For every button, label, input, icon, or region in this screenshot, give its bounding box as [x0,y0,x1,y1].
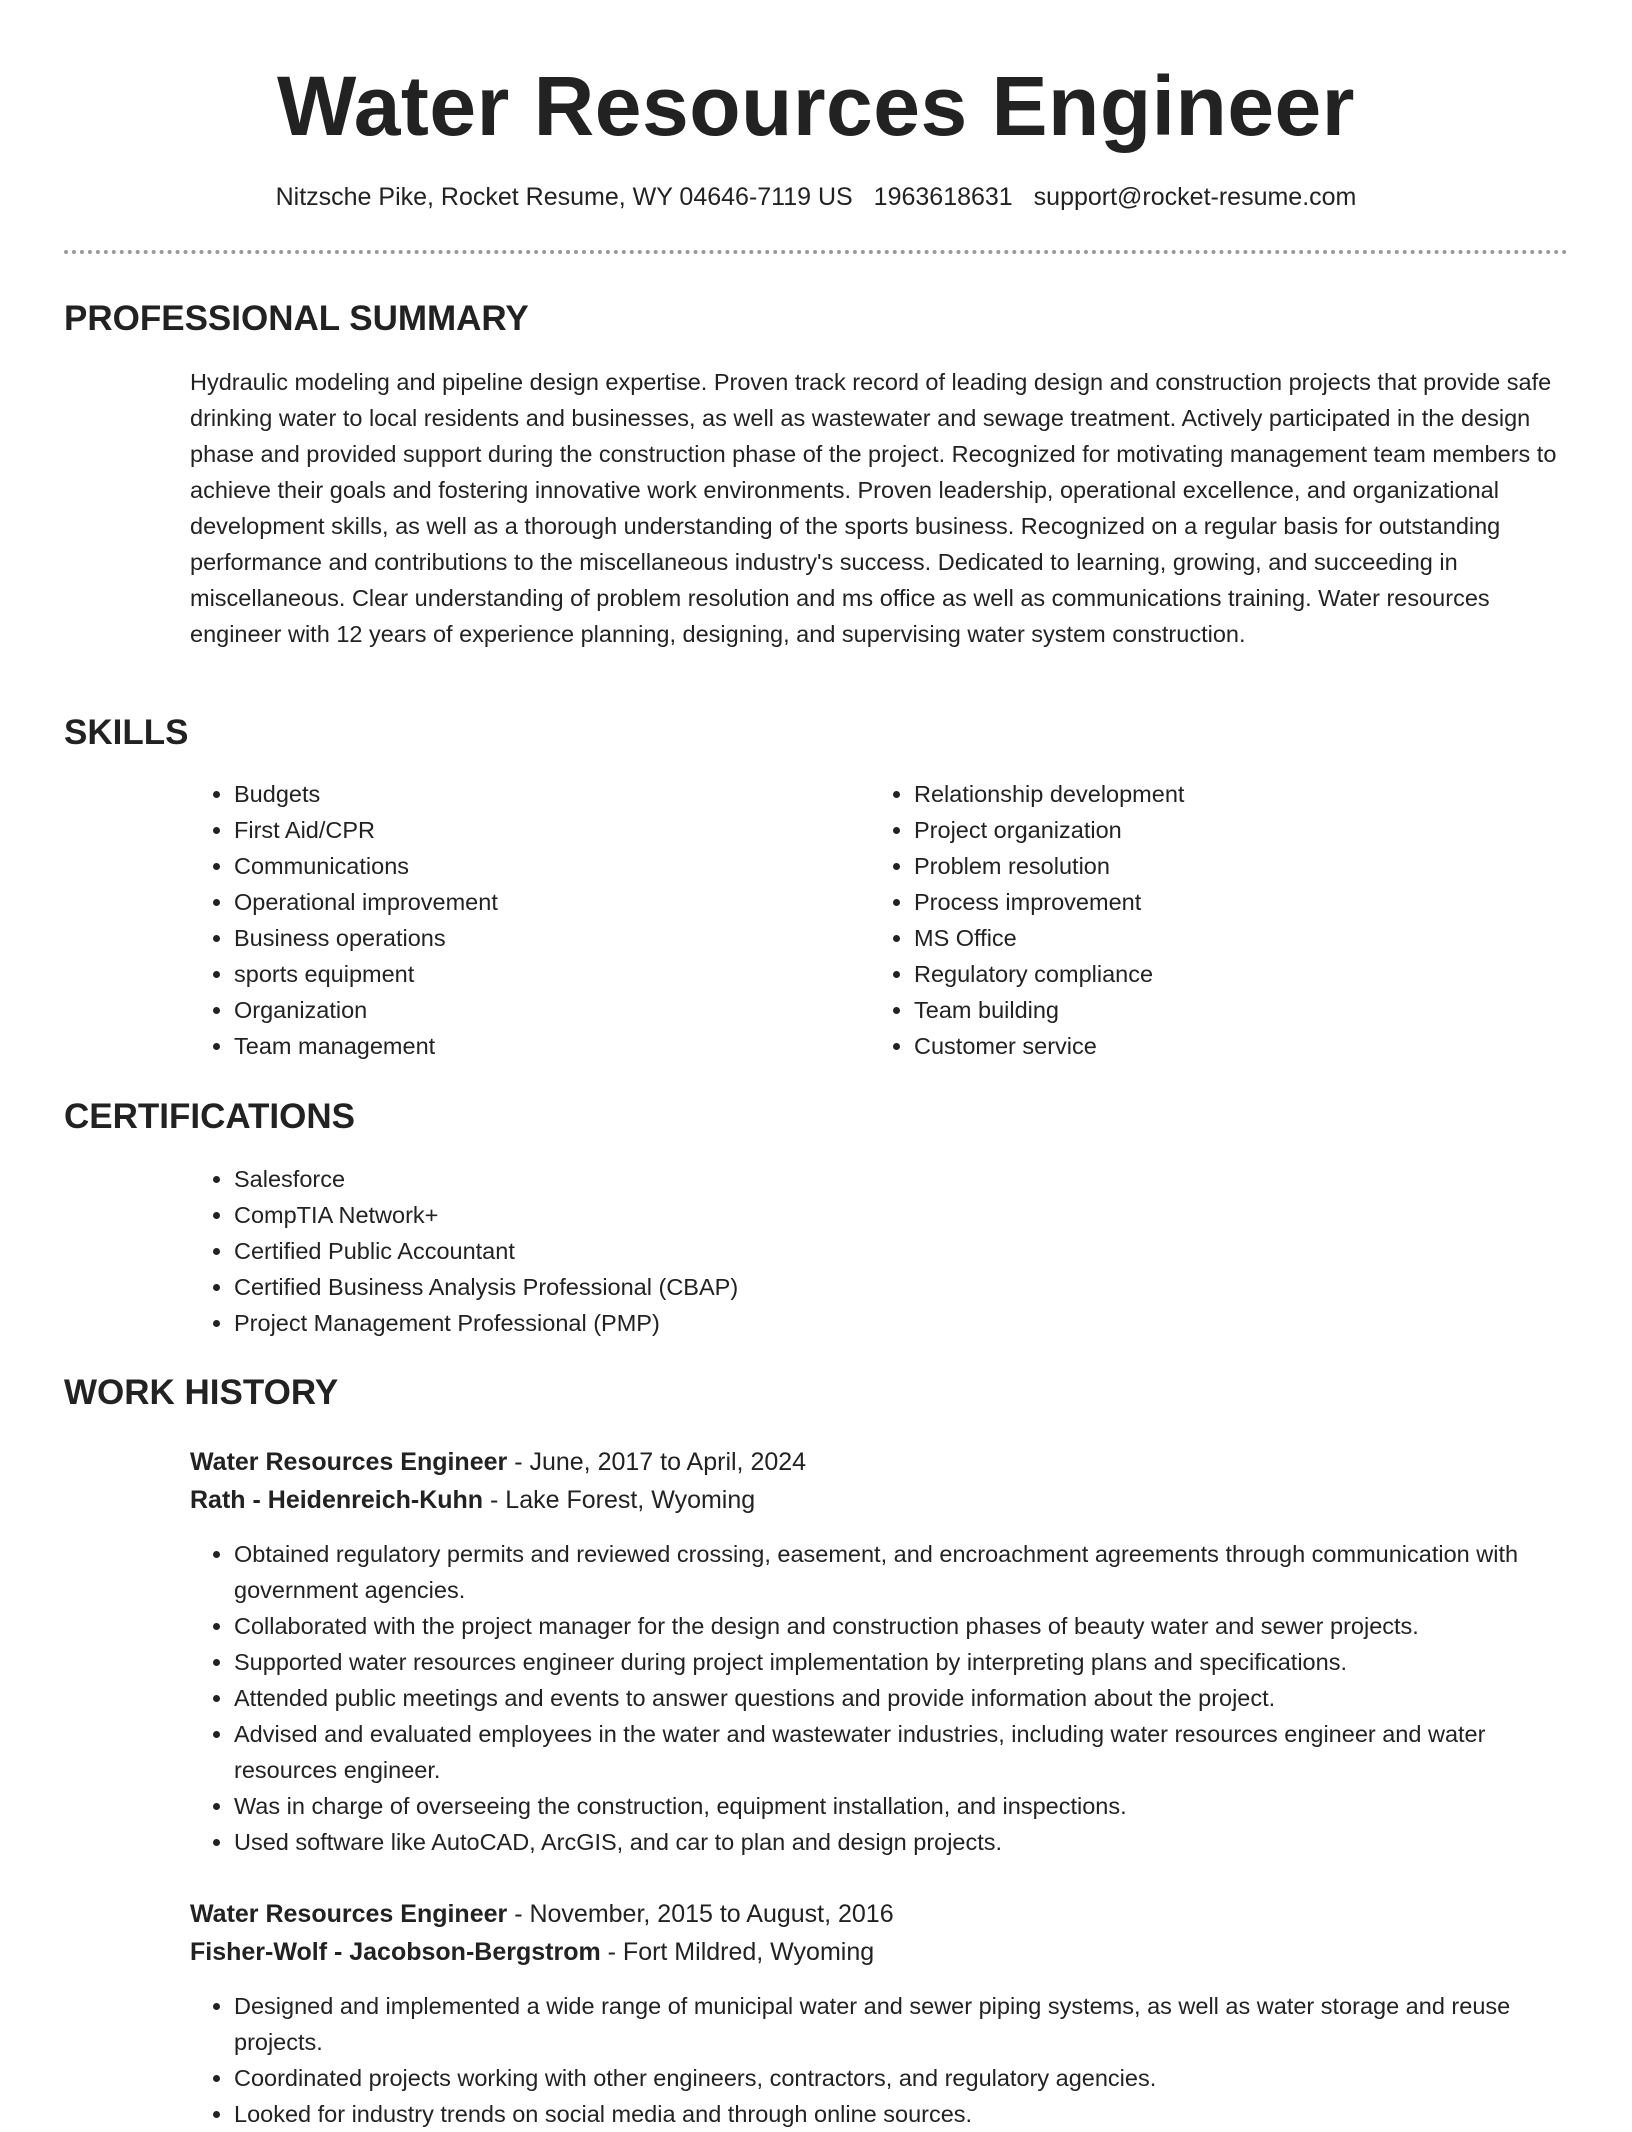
skills-list-left [190,776,854,1064]
list-item: • First Aid/CPR [234,812,854,848]
skills-heading: SKILLS [64,713,189,752]
job-1-dates: - June, 2017 to April, 2024 [507,1448,807,1476]
list-item: • Obtained regulatory permits and reviewed crossing, easement, and encroachment agreements through communication with government agencies. [234,1536,1568,1608]
list-item: • Regulatory compliance [914,956,1554,992]
job-1-company: Rath - Heidenreich-Kuhn [190,1486,484,1514]
list-item: • Relationship development [914,776,1554,812]
job-2-location: - Fort Mildred, Wyoming [600,1938,875,1966]
list-item: • Certified Business Analysis Professional (CBAP) [234,1269,1534,1305]
list-item: • sports equipment [234,956,854,992]
job-2-role: Water Resources Engineer [190,1900,508,1928]
list-item: • Project Management Professional (PMP) [234,1305,1534,1341]
list-item: • Customer service [914,1028,1554,1064]
resume-page [64,0,1568,2127]
list-item: • Supported water resources engineer during project implementation by interpreting plans and specifications. [234,1644,1568,1680]
job-2-company-line [190,1933,874,1971]
list-item: • Business operations [234,920,854,956]
certifications-list [190,1161,1534,1341]
list-item: • Team management [234,1028,854,1064]
job-1-role: Water Resources Engineer [190,1448,508,1476]
job-1-location: - Lake Forest, Wyoming [483,1486,756,1514]
contact-address: Nitzsche Pike, Rocket Resume, WY 04646-7119 US [275,183,853,211]
list-item: • Budgets [234,776,854,812]
job-1-company-line [190,1481,755,1519]
job-2-bullets [190,1988,1568,2132]
skills-list-right [870,776,1554,1064]
summary-text: Hydraulic modeling and pipeline design expertise. Proven track record of leading design and construction projects that provide safe drinking water to local residents and businesses, as well as wastewater and sewage treatment. Actively participated in the design phase and provided support during the construction phase of the project. Recognized for motivating management team members to achieve their goals and fostering innovative work environments. Proven leadership, operational excellence, and organizational development skills, as well as a thorough understanding of the sports business. Recognized on a regular basis for outstanding performance and contributions to the miscellaneous industry's success. Dedicated to learning, growing, and succeeding in miscellaneous. Clear understanding of problem resolution and ms office as well as communications training. Water resources engineer with 12 years of experience planning, designing, and supervising water system construction. [190,369,1557,647]
summary-heading: PROFESSIONAL SUMMARY [64,299,529,338]
list-item: • Process improvement [914,884,1554,920]
job-2-company: Fisher-Wolf - Jacobson-Bergstrom [190,1938,601,1966]
list-item: • Organization [234,992,854,1028]
list-item: • Project organization [914,812,1554,848]
contact-email: support@rocket-resume.com [1033,183,1357,211]
contact-phone: 1963618631 [873,183,1013,211]
list-item: • Used software like AutoCAD, ArcGIS, and car to plan and design projects. [234,1824,1568,1860]
list-item: • Salesforce [234,1161,1534,1197]
list-item: • Problem resolution [914,848,1554,884]
list-item: • Collaborated with the project manager for the design and construction phases of beauty water and sewer projects. [234,1608,1568,1644]
list-item: • Team building [914,992,1554,1028]
header-divider [64,250,1568,254]
list-item: • Attended public meetings and events to answer questions and provide information about the project. [234,1680,1568,1716]
list-item: • Was in charge of overseeing the construction, equipment installation, and inspections. [234,1788,1568,1824]
list-item: • Operational improvement [234,884,854,920]
list-item: • Advised and evaluated employees in the water and wastewater industries, including water resources engineer and water resources engineer. [234,1716,1568,1788]
contact-line [64,180,1568,214]
certifications-heading: CERTIFICATIONS [64,1097,356,1136]
list-item: • Certified Public Accountant [234,1233,1534,1269]
list-item: • Looked for industry trends on social media and through online sources. [234,2096,1568,2132]
list-item: • MS Office [914,920,1554,956]
job-2-dates: - November, 2015 to August, 2016 [507,1900,894,1928]
job-2-title-line [190,1895,894,1933]
list-item: • CompTIA Network+ [234,1197,1534,1233]
candidate-name: Water Resources Engineer [277,59,1355,153]
list-item: • Communications [234,848,854,884]
list-item: • Designed and implemented a wide range of municipal water and sewer piping systems, as well as water storage and reuse projects. [234,1988,1568,2060]
job-1-bullets [190,1536,1568,1860]
list-item: • Coordinated projects working with other engineers, contractors, and regulatory agencies. [234,2060,1568,2096]
job-1-title-line [190,1443,806,1481]
work-history-heading: WORK HISTORY [64,1373,339,1412]
